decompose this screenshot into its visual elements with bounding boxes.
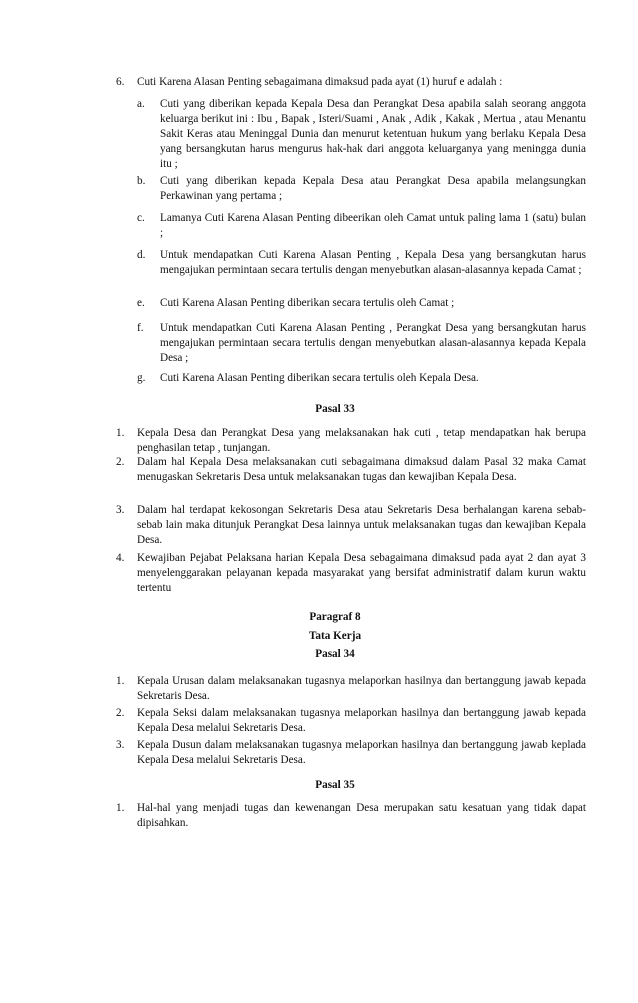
sub-letter: f.	[137, 322, 144, 334]
tata-kerja-heading: Tata Kerja	[308, 630, 362, 642]
list-text: Kepala Dusun dalam melaksanakan tugasnya melaporkan hasilnya dan bertanggung jawab keplada Kepala Desa melalui Sekretaris Desa.	[137, 739, 586, 766]
pasal-35-heading: Pasal 35	[315, 779, 355, 791]
sub-letter: b.	[137, 175, 146, 187]
list-text: Hal-hal yang menjadi tugas dan kewenangan Desa merupakan satu kesatuan yang tidak dapat dipisahkan.	[137, 802, 586, 829]
list-text: Kepala Desa dan Perangkat Desa yang melaksanakan hak cuti , tetap mendapatkan hak berupa penghasilan tetap , tunjangan.	[137, 427, 586, 454]
sub-text: Cuti yang diberikan kepada Kepala Desa atau Perangkat Desa apabila melangsungkan Perkawinan yang pertama ;	[160, 175, 586, 202]
sub-text: Cuti yang diberikan kepada Kepala Desa dan Perangkat Desa apabila salah seorang anggota keluarga berikut ini : Ibu , Bapak , Isteri/Suami , Anak , Adik , Kakak , Mertua , atau Menantu Sakit Keras atau Meninggal Dunia dan menurut ketentuan hukum yang berlaku Kepala Desa yang bersangkutan harus mengurus hak-hak dari anggota keluarganya yang meningga dunia itu ;	[160, 98, 586, 170]
list-number: 3.	[116, 739, 125, 751]
pasal-34-heading: Pasal 34	[315, 648, 355, 660]
list-text: Kewajiban Pejabat Pelaksana harian Kepala Desa sebagaimana dimaksud pada ayat 2 dan ayat 3 menyelenggarakan pelayanan kepada masyarakat yang bersifat administratif dalam kurun waktu tertentu	[137, 552, 586, 594]
sub-text: Cuti Karena Alasan Penting diberikan secara tertulis oleh Kepala Desa.	[160, 372, 479, 384]
sub-letter: d.	[137, 249, 146, 261]
list-number: 2.	[116, 707, 125, 719]
list-number: 1.	[116, 427, 125, 439]
list-number: 1.	[116, 802, 125, 814]
sub-text: Cuti Karena Alasan Penting diberikan secara tertulis oleh Camat ;	[160, 297, 455, 309]
list-number: 3.	[116, 504, 125, 516]
list-text: Kepala Urusan dalam melaksanakan tugasnya melaporkan hasilnya dan bertanggung jawab kepada Sekretaris Desa.	[137, 675, 586, 702]
sub-letter: e.	[137, 297, 145, 309]
sub-text: Untuk mendapatkan Cuti Karena Alasan Penting , Kepala Desa yang bersangkutan harus mengajukan permintaan secara tertulis dengan menyebutkan alasan-alasannya kepada Camat ;	[160, 249, 586, 276]
sub-letter: a.	[137, 98, 145, 110]
list-text: Dalam hal terdapat kekosongan Sekretaris Desa atau Sekretaris Desa berhalangan karena sebab-sebab lain maka ditunjuk Perangkat Desa lainnya untuk melaksanakan tugas dan kewajiban Kepala Desa.	[137, 504, 586, 546]
list-number: 2.	[116, 456, 125, 468]
sub-letter: g.	[137, 372, 146, 384]
list-number: 1.	[116, 675, 125, 687]
pasal-33-heading: Pasal 33	[315, 403, 355, 415]
list-text: Dalam hal Kepala Desa melaksanakan cuti sebagaimana dimaksud dalam Pasal 32 maka Camat menugaskan Sekretaris Desa untuk melaksanakan tugas dan kewajiban Kepala Desa.	[137, 456, 586, 483]
sub-letter: c.	[137, 212, 145, 224]
sub-text: Lamanya Cuti Karena Alasan Penting dibeerikan oleh Camat untuk paling lama 1 (satu) bulan ;	[160, 212, 586, 239]
list-number: 6.	[116, 76, 125, 88]
list-number: 4.	[116, 552, 125, 564]
list-text: Cuti Karena Alasan Penting sebagaimana dimaksud pada ayat (1) huruf e adalah :	[137, 76, 503, 88]
sub-text: Untuk mendapatkan Cuti Karena Alasan Penting , Perangkat Desa yang bersangkutan harus mengajukan permintaan secara tertulis dengan menyebutkan alasan-alasannya kepada Kepala Desa ;	[160, 322, 586, 364]
paragraf-8-heading: Paragraf 8	[309, 611, 361, 623]
list-text: Kepala Seksi dalam melaksanakan tugasnya melaporkan hasilnya dan bertanggung jawab kepada Kepala Desa melalui Sekretaris Desa.	[137, 707, 586, 734]
